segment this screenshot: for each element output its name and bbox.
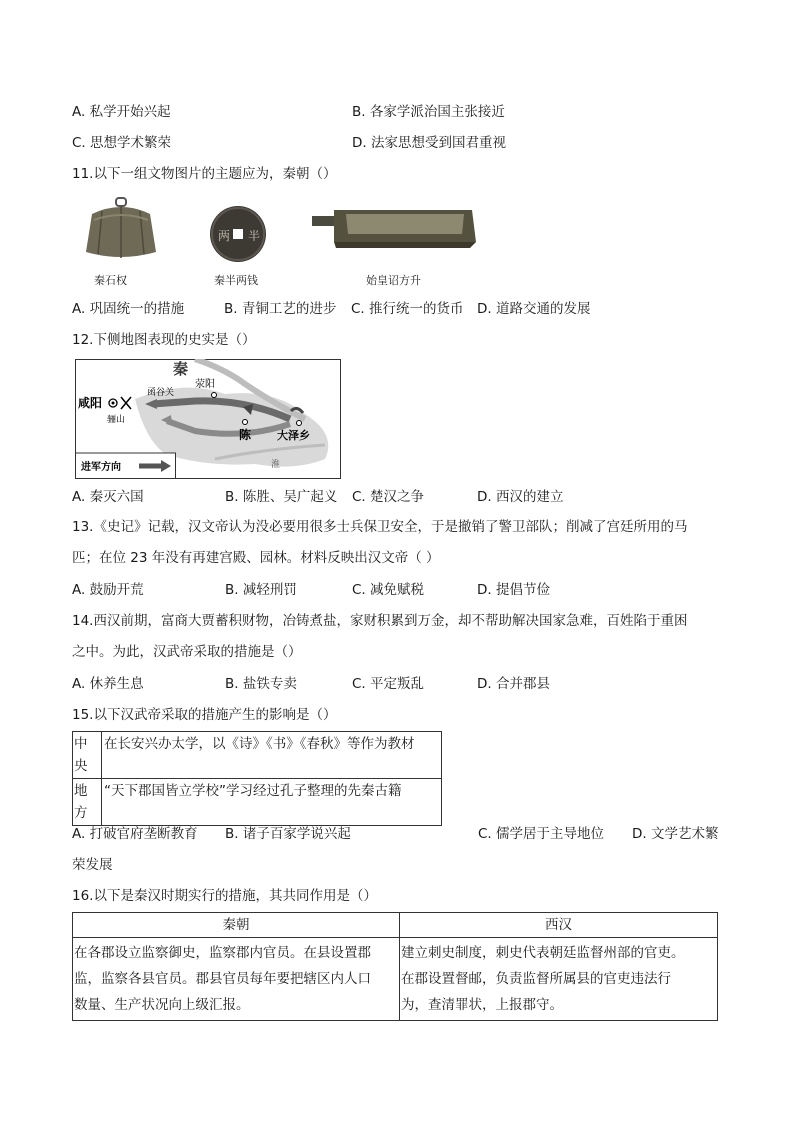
q16-header-qin: 秦朝	[73, 913, 400, 938]
q12-option-a[interactable]: A. 秦灭六国	[72, 489, 144, 505]
coin-char-ban: 半	[247, 229, 261, 243]
table-row	[73, 938, 718, 1021]
q16-cell-qin	[73, 938, 400, 1021]
q11-option-d[interactable]: D. 道路交通的发展	[477, 301, 591, 317]
map-label-qin: 秦	[173, 360, 189, 378]
q11-options-row	[72, 299, 732, 319]
q16-han-line-1: 建立刺史制度，刺史代表朝廷监督州部的官吏。	[401, 945, 685, 961]
q15-cell-local-content: “天下郡国皆立学校”学习经过孔子整理的先秦古籍	[102, 779, 442, 826]
q12-options-row	[72, 487, 732, 507]
q13-option-a[interactable]: A. 鼓励开荒	[72, 582, 144, 598]
table-row	[73, 732, 442, 779]
q14-option-a[interactable]: A. 休养生息	[72, 676, 144, 692]
q12-map	[75, 359, 341, 479]
map-label-dazexiang: 大泽乡	[277, 429, 310, 442]
q15-cell-central-content: 在长安兴办太学，以《诗》《书》《春秋》等作为教材	[102, 732, 442, 779]
q16-qin-line-3: 数量、生产状况向上级汇报。	[74, 997, 250, 1013]
q11-stem: 11.以下一组文物图片的主题应为，秦朝（）	[72, 166, 337, 182]
q13-option-d[interactable]: D. 提倡节俭	[477, 582, 550, 598]
map-label-lishan: 骊山	[107, 415, 126, 425]
q14-option-d[interactable]: D. 合并郡县	[477, 676, 550, 692]
qin-banliang-coin-image	[210, 206, 266, 262]
q11-option-c[interactable]: C. 推行统一的货币	[351, 301, 464, 317]
q15-option-d-continuation: 荣发展	[72, 857, 113, 873]
q13-text-line-2: 匹；在位 23 年没有再建宫殿、园林。材料反映出汉文帝（ ）	[72, 550, 440, 566]
map-label-xingyang: 荥阳	[195, 379, 215, 390]
qin-fangsheng-vessel-image	[312, 210, 476, 248]
q15-option-a[interactable]: A. 打破官府垄断教育	[72, 826, 198, 842]
q15-stem: 15.以下汉武帝采取的措施产生的影响是（）	[72, 707, 337, 723]
q15-options-row	[72, 824, 732, 844]
q13-options-row	[72, 580, 732, 600]
q12-stem: 12.下侧地图表现的史实是（）	[72, 332, 256, 348]
map-label-xianyang: 咸阳	[78, 396, 103, 410]
q10-option-a[interactable]: A. 私学开始兴起	[72, 104, 171, 120]
q16-qin-line-2: 监，监察各县官员。郡县官员每年要把辖区内人口	[74, 971, 371, 987]
q15-cell-central-label: 中央	[73, 732, 102, 779]
caption-coin: 秦半两钱	[214, 274, 258, 287]
q16-stem: 16.以下是秦汉时期实行的措施，其共同作用是（）	[72, 888, 377, 904]
q13-option-b[interactable]: B. 减轻刑罚	[225, 582, 297, 598]
q10-option-c[interactable]: C. 思想学术繁荣	[72, 135, 172, 151]
q15-cell-local-label: 地方	[73, 779, 102, 826]
q14-option-c[interactable]: C. 平定叛乱	[352, 676, 425, 692]
q16-header-han: 西汉	[400, 913, 718, 938]
q13-text-line-1: 13.《史记》记载，汉文帝认为没必要用很多士兵保卫安全，于是撤销了警卫部队；削减了宫廷所用的马	[72, 519, 688, 535]
q11-option-a[interactable]: A. 巩固统一的措施	[72, 301, 185, 317]
map-label-hanguguan: 函谷关	[147, 388, 175, 398]
q10-option-d[interactable]: D. 法家思想受到国君重视	[352, 135, 506, 151]
q16-qin-line-1: 在各郡设立监察御史，监察郡内官员。在县设置郡	[74, 945, 371, 961]
q12-option-d[interactable]: D. 西汉的建立	[477, 489, 564, 505]
q15-option-c[interactable]: C. 儒学居于主导地位	[478, 826, 605, 842]
q12-option-b[interactable]: B. 陈胜、吴广起义	[225, 489, 338, 505]
q16-han-line-2: 在郡设置督邮，负责监督所属县的官吏违法行	[401, 971, 671, 987]
q14-text-line-2: 之中。为此，汉武帝采取的措施是（）	[72, 644, 302, 660]
q13-option-c[interactable]: C. 减免赋税	[352, 582, 425, 598]
coin-char-liang: 两	[217, 229, 231, 243]
q11-artifact-images	[72, 196, 492, 292]
map-label-huai: 淮	[271, 460, 281, 470]
q12-option-c[interactable]: C. 楚汉之争	[352, 489, 425, 505]
table-row	[73, 913, 718, 938]
q14-options-row	[72, 674, 732, 694]
q15-option-b[interactable]: B. 诸子百家学说兴起	[225, 826, 351, 842]
table-row	[73, 779, 442, 826]
q15-table	[72, 731, 442, 826]
q11-option-b[interactable]: B. 青铜工艺的进步	[224, 301, 337, 317]
qin-stone-weight-image	[86, 198, 156, 258]
q16-table	[72, 912, 718, 1021]
caption-stone-weight: 秦石权	[94, 274, 127, 287]
q16-cell-han	[400, 938, 718, 1021]
map-legend-label: 进军方向	[81, 462, 121, 473]
q14-option-b[interactable]: B. 盐铁专卖	[225, 676, 297, 692]
q10-options-row-1	[72, 102, 732, 122]
caption-vessel: 始皇诏方升	[366, 274, 421, 287]
q15-option-d[interactable]: D. 文学艺术繁	[632, 826, 719, 842]
q10-options-row-2	[72, 133, 732, 153]
map-label-chen: 陈	[239, 428, 252, 442]
q16-han-line-3: 为，查清罪状，上报郡守。	[401, 997, 563, 1013]
q10-option-b[interactable]: B. 各家学派治国主张接近	[352, 104, 505, 120]
q14-text-line-1: 14.西汉前期，富商大贾蓄积财物，冶铸煮盐，家财积累到万金，却不帮助解决国家急难，百姓陷于重困	[72, 613, 688, 629]
